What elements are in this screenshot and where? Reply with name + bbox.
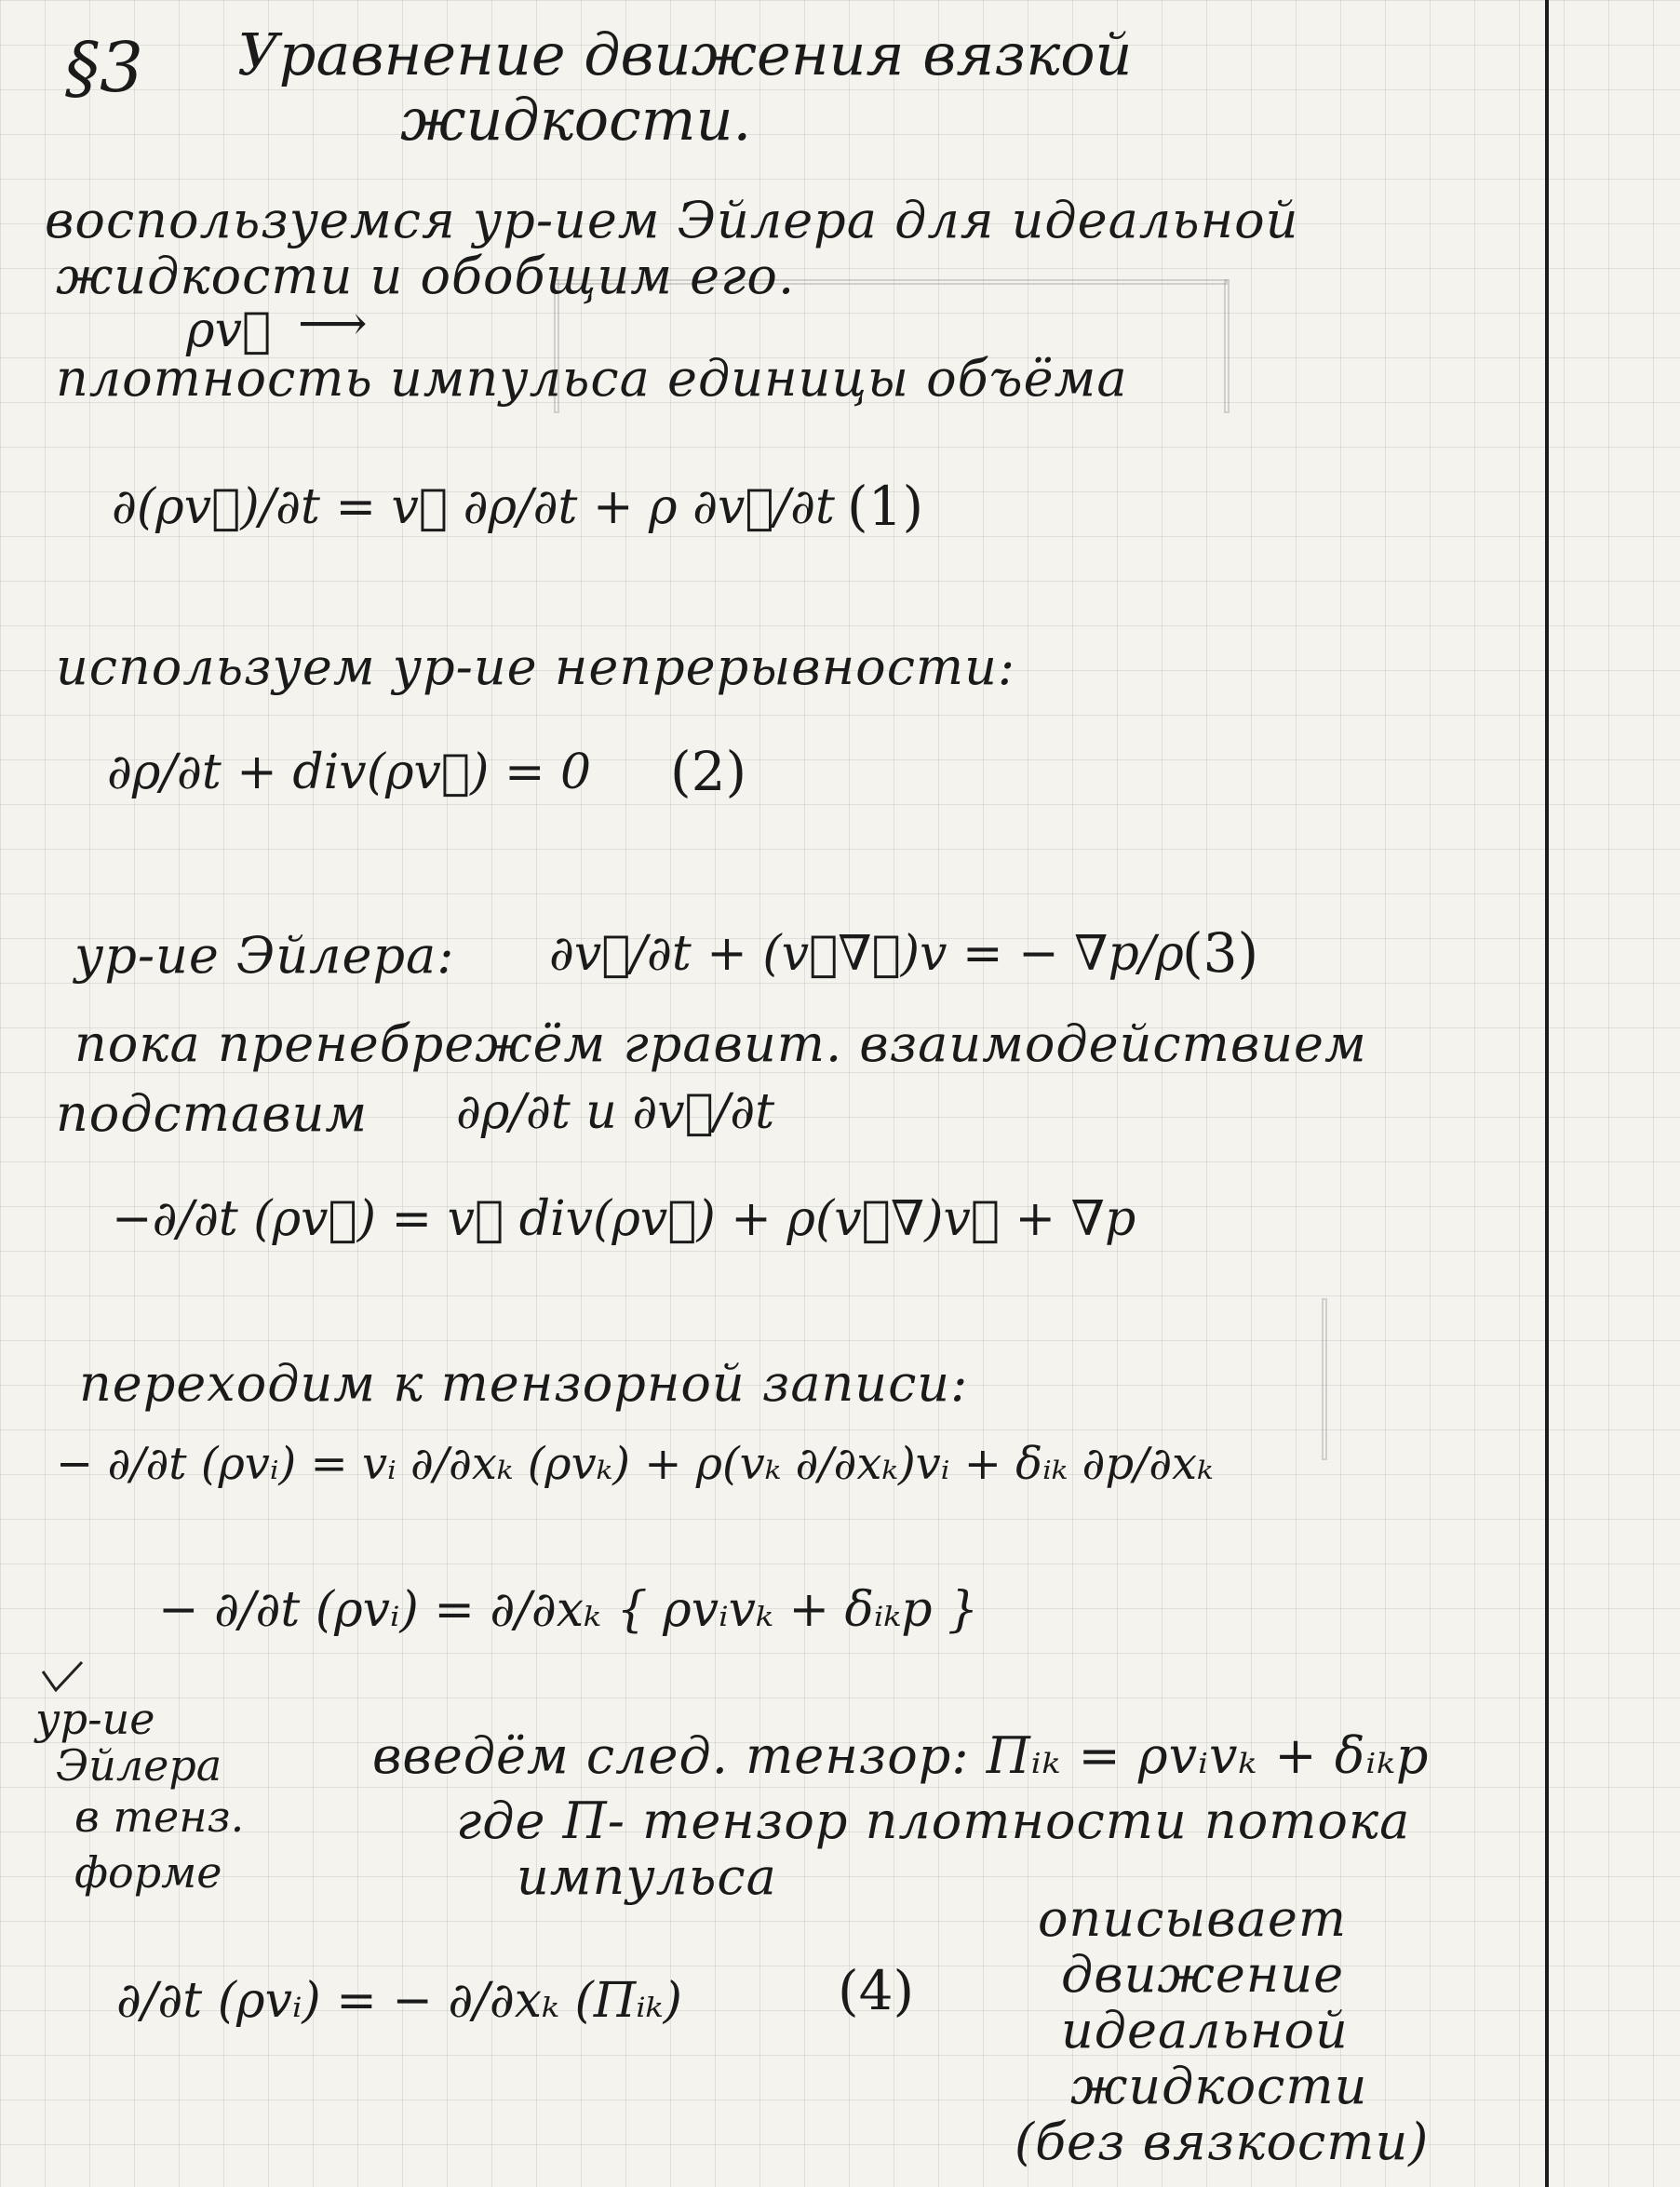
describes-line5: (без вязкости)	[1015, 2113, 1430, 2171]
momentum-text: плотность импульса единицы объёма	[56, 349, 1128, 408]
equation-compact: − ∂/∂t (ρvᵢ) = ∂/∂xₖ { ρvᵢvₖ + δᵢₖp }	[158, 1582, 979, 1638]
side-note-line2: Эйлера	[56, 1740, 222, 1791]
side-note-line4: форме	[74, 1847, 222, 1898]
neglect-fractions: ∂ρ/∂t и ∂v⃗/∂t	[456, 1084, 775, 1140]
equation-substituted: −∂/∂t (ρv⃗) = v⃗ div(ρv⃗) + ρ(v⃗∇)v⃗ + ∇p	[112, 1191, 1136, 1247]
describes-line4: жидкости	[1070, 2057, 1368, 2115]
describes-line1: описывает	[1038, 1889, 1348, 1948]
arrow-icon: ⟶	[298, 296, 368, 352]
describes-line3: идеальной	[1061, 2001, 1349, 2060]
tensor-intro-line3: импульса	[517, 1847, 777, 1906]
equation-3-number: (3)	[1182, 921, 1259, 985]
tensor-text: переходим к тензорной записи:	[79, 1354, 969, 1413]
equation-tensor: − ∂/∂t (ρvᵢ) = vᵢ ∂/∂xₖ (ρvₖ) + ρ(vₖ ∂/∂xₖ)vᵢ + δᵢₖ ∂p/∂xₖ	[56, 1438, 1214, 1490]
bleed-through-mark	[1224, 279, 1230, 413]
side-note-line1: ур-ие	[35, 1694, 155, 1744]
bleed-through-mark	[1322, 1298, 1327, 1460]
heading-title-line1: Уравнение движения вязкой	[237, 20, 1133, 88]
equation-1-number: (1)	[847, 475, 924, 538]
check-mark-icon	[39, 1658, 86, 1696]
euler-label: ур-ие Эйлера:	[74, 926, 455, 985]
equation-4: ∂/∂t (ρvᵢ) = − ∂/∂xₖ (Πᵢₖ)	[116, 1973, 682, 2029]
section-number: §3	[65, 28, 144, 108]
neglect-line1: пока пренебрежём гравит. взаимодействием	[74, 1014, 1367, 1073]
neglect-line2: подставим	[56, 1084, 369, 1143]
equation-2: ∂ρ/∂t + div(ρv⃗) = 0	[107, 745, 592, 800]
side-note-line3: в тенз.	[74, 1791, 245, 1842]
describes-line2: движение	[1061, 1945, 1345, 2004]
intro-line2: жидкости и обобщим его.	[56, 247, 796, 305]
intro-line1: воспользуемся ур-ием Эйлера для идеальной	[45, 191, 1299, 249]
margin-line	[1545, 0, 1549, 2187]
equation-1: ∂(ρv⃗)/∂t = v⃗ ∂ρ/∂t + ρ ∂v⃗/∂t	[112, 479, 835, 535]
momentum-symbol: ρv⃗	[186, 302, 272, 358]
equation-2-number: (2)	[670, 740, 747, 803]
tensor-intro-line2: где Π- тензор плотности потока	[456, 1791, 1411, 1850]
continuity-text: используем ур-ие непрерывности:	[56, 637, 1016, 696]
tensor-intro-line1: введём след. тензор: Πᵢₖ = ρvᵢvₖ + δᵢₖp	[372, 1726, 1430, 1785]
equation-4-number: (4)	[838, 1959, 915, 2022]
heading-title-line2: жидкости.	[400, 86, 752, 154]
equation-3: ∂v⃗/∂t + (v⃗∇⃗)v = − ∇p/ρ	[549, 926, 1184, 982]
